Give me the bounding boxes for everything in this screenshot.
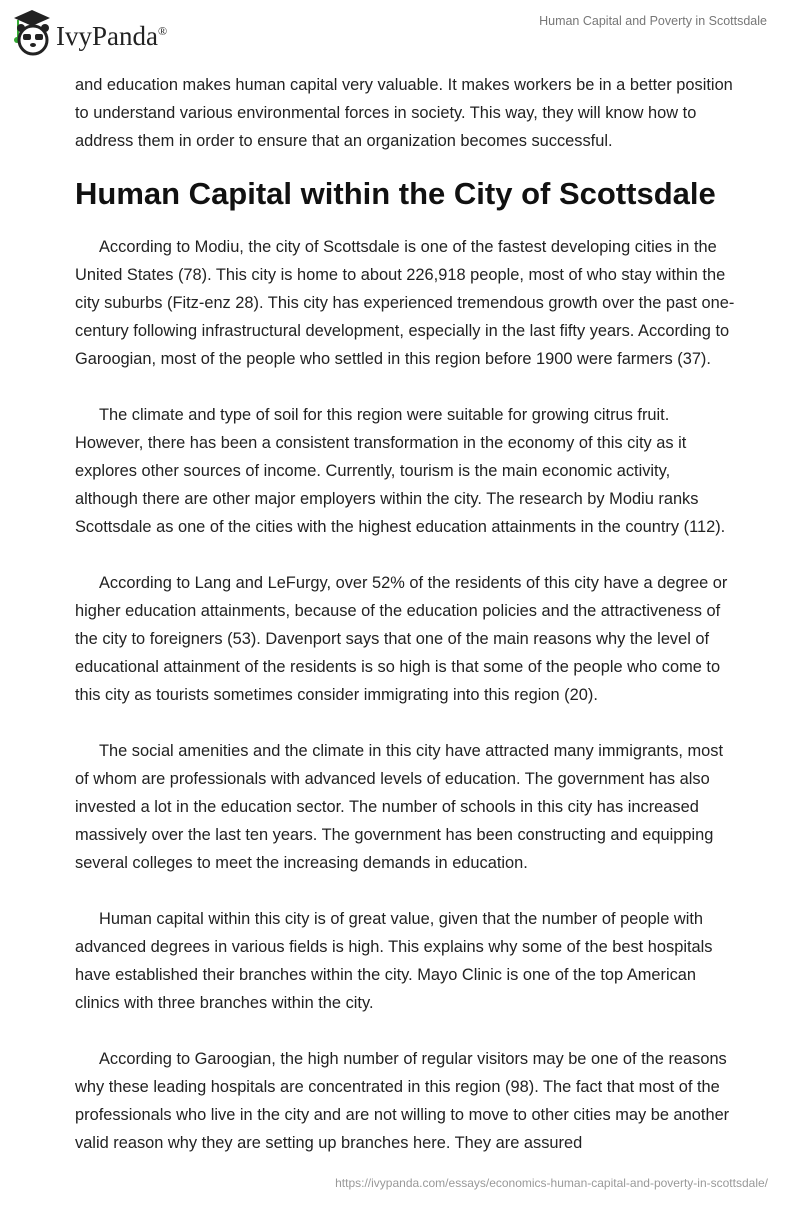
section-heading: Human Capital within the City of Scottsdale [75, 176, 716, 211]
paragraph: The climate and type of soil for this region were suitable for growing citrus fruit. However, there has been a consistent transformation in the economy of this city as it explores other sources of income. Currently, tourism is the main economic activity, although there are other major employers within the city. The research by Modiu ranks Scottsdale as one of the cities with the highest education attainments in the country (112). [75, 406, 726, 536]
ivypanda-logo[interactable] [12, 8, 167, 56]
page-header [0, 0, 800, 71]
essay-body [75, 71, 735, 1157]
paragraph: The social amenities and the climate in this city have attracted many immigrants, most of whom are professionals with advanced levels of education. The government has also invested a lot in the education sector. The number of schools in this city has increased massively over the last ten years. The government has been constructing and equipping several colleges to meet the increasing demands in education. [75, 742, 724, 872]
source-url[interactable]: https://ivypanda.com/essays/economics-human-capital-and-poverty-in-scottsdale/ [335, 1176, 768, 1190]
paragraph: According to Garoogian, the high number of regular visitors may be one of the reasons why these leading hospitals are concentrated in this region (98). The fact that most of the professionals who live in the city and are not willing to move to other cities may be another valid reason why they are setting up branches here. They are assured [75, 1050, 730, 1152]
document-title: Human Capital and Poverty in Scottsdale [539, 14, 767, 28]
intro-paragraph: and education makes human capital very valuable. It makes workers be in a better position to understand various environmental forces in society. This way, they will know how to address them in order to ensure that an organization becomes successful. [75, 76, 733, 150]
panda-graduate-icon [12, 8, 52, 56]
paragraph: According to Modiu, the city of Scottsdale is one of the fastest developing cities in the United States (78). This city is home to about 226,918 people, most of who stay within the city suburbs (Fitz-enz 28). This city has experienced tremendous growth over the past one-century following infrastructural development, especially in the last fifty years. According to Garoogian, most of the people who settled in this region before 1900 were farmers (37). [75, 238, 735, 368]
paragraph: According to Lang and LeFurgy, over 52% of the residents of this city have a degree or higher education attainments, because of the education policies and the attractiveness of the city to foreigners (53). Davenport says that one of the main reasons why the level of educational attainment of the residents is so high is that some of the people who come to this city as tourists sometimes consider immigrating into this region (20). [75, 574, 728, 704]
paragraph: Human capital within this city is of great value, given that the number of people with advanced degrees in various fields is high. This explains why some of the best hospitals have established their branches within the city. Mayo Clinic is one of the top American clinics with three branches within the city. [75, 910, 713, 1012]
brand-name: IvyPanda® [56, 20, 168, 51]
